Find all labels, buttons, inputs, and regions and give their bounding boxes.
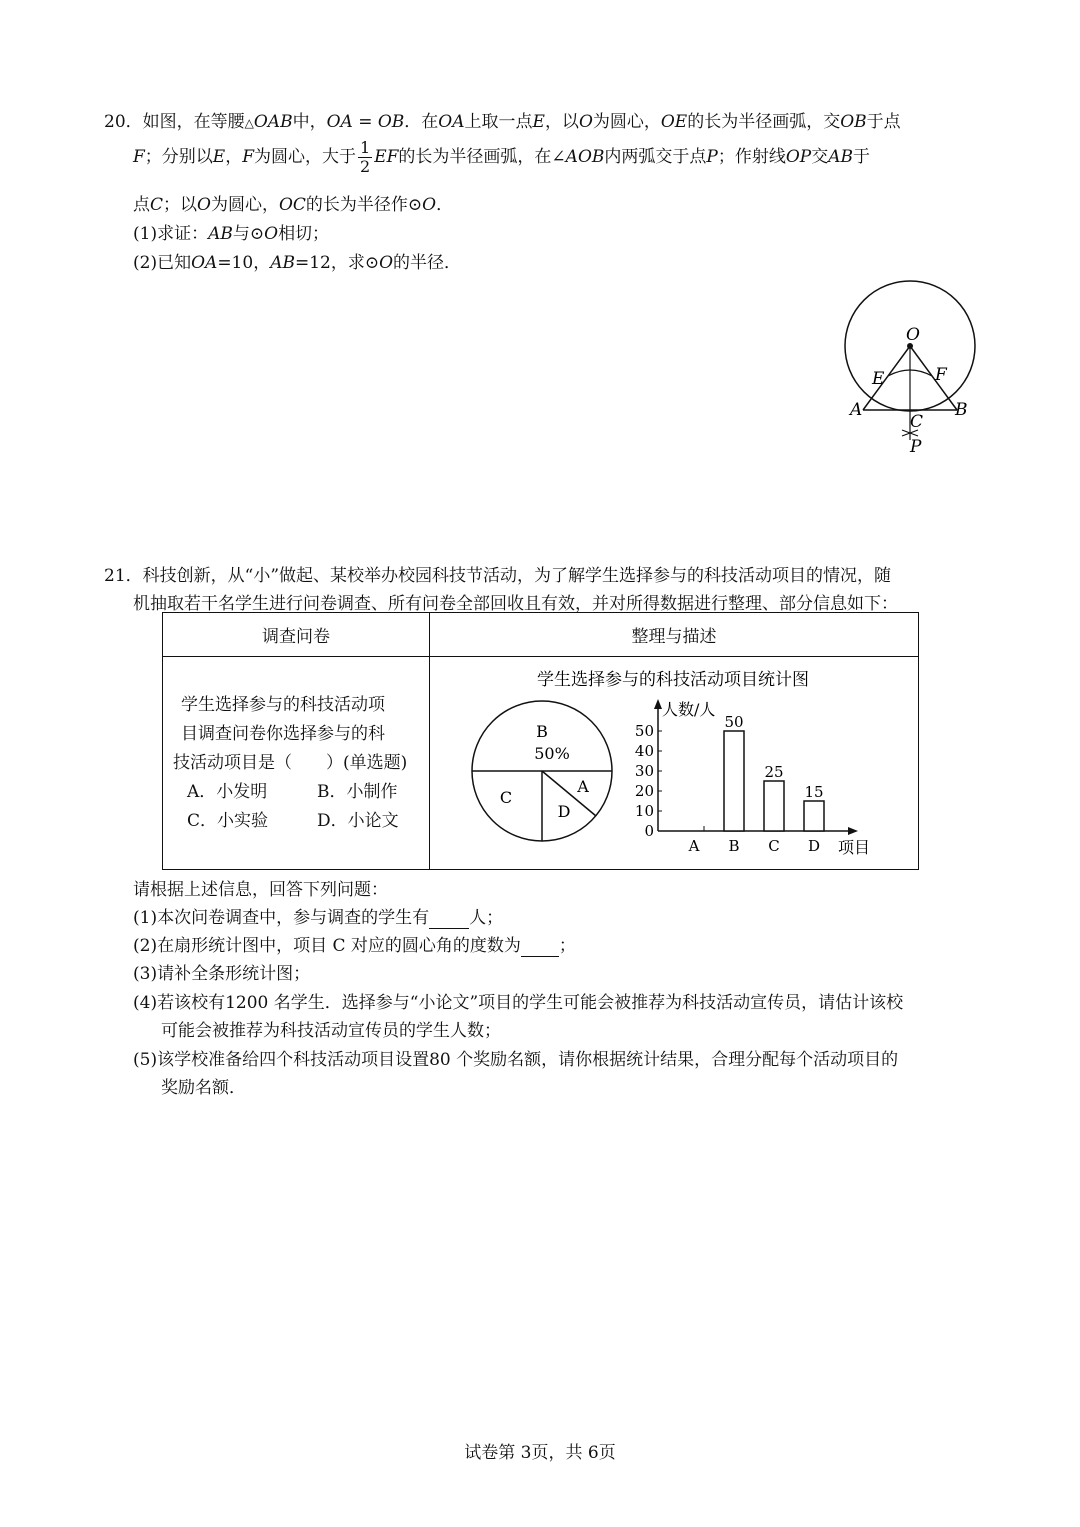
label-e: E bbox=[872, 369, 885, 389]
q21-item1 bbox=[133, 903, 503, 929]
survey-line: 学生选择参与的科技活动项 bbox=[181, 694, 385, 715]
text: 可能会被推荐为科技活动宣传员的学生人数； bbox=[161, 1021, 501, 1041]
text: (2)在扇形统计图中，项目 C 对应的圆心角的度数为 bbox=[133, 936, 521, 956]
math: OA bbox=[438, 112, 465, 132]
segment-oa bbox=[863, 346, 910, 410]
pie-chart bbox=[472, 701, 612, 841]
q20-line1 bbox=[104, 107, 901, 132]
text: 的长为半径画弧，交 bbox=[687, 112, 841, 132]
text: 内两弧交于点 bbox=[604, 147, 707, 167]
math: O bbox=[422, 195, 437, 215]
math: F bbox=[133, 147, 145, 167]
math: C bbox=[150, 195, 164, 215]
q20-part1 bbox=[133, 219, 329, 244]
text: 人； bbox=[469, 908, 504, 928]
q20-number: 20． bbox=[104, 112, 143, 132]
answer-blank[interactable] bbox=[429, 908, 469, 929]
fraction-half bbox=[358, 139, 372, 176]
text: ，以 bbox=[544, 112, 579, 132]
survey-table bbox=[162, 612, 919, 870]
text: 于点 bbox=[866, 112, 901, 132]
math: EF bbox=[374, 147, 399, 167]
answer-blank[interactable] bbox=[521, 936, 559, 957]
y-tick-label: 40 bbox=[634, 742, 654, 760]
geometry-figure bbox=[830, 280, 990, 460]
questionnaire bbox=[173, 691, 429, 836]
text: ；作射线 bbox=[717, 147, 786, 167]
label-b: B bbox=[955, 400, 968, 420]
pie-label-d: D bbox=[557, 802, 571, 821]
q21-item5 bbox=[133, 1045, 898, 1070]
x-tick-label: B bbox=[728, 837, 740, 855]
text: 的长为半径作⊙ bbox=[305, 195, 423, 215]
text: 奖励名额． bbox=[161, 1078, 246, 1098]
option-c: C．小实验 bbox=[187, 810, 269, 831]
chart-title: 学生选择参与的科技活动项目统计图 bbox=[537, 670, 809, 690]
math: OP bbox=[785, 147, 812, 167]
text: 相切； bbox=[278, 224, 330, 244]
y-axis-label: 人数/人 bbox=[662, 700, 716, 719]
math: E bbox=[532, 112, 545, 132]
text: 的长为半径画弧，在 bbox=[398, 147, 552, 167]
text: ， bbox=[225, 147, 243, 167]
options-row-2 bbox=[181, 807, 429, 836]
text: 与⊙ bbox=[232, 224, 265, 244]
option-b: B．小制作 bbox=[317, 781, 398, 802]
fraction-numerator: 1 bbox=[360, 138, 371, 157]
q21-item4 bbox=[133, 988, 903, 1013]
x-axis-label: 项目 bbox=[838, 838, 871, 857]
text: 为圆心， bbox=[210, 195, 279, 215]
label-c: C bbox=[910, 412, 924, 432]
q21-intro2 bbox=[133, 589, 898, 614]
math: OA bbox=[191, 253, 218, 273]
text: 为圆心，大于 bbox=[254, 147, 357, 167]
description-cell bbox=[430, 657, 919, 870]
bar-value-label: 50 bbox=[724, 713, 744, 731]
text: 如图，在等腰 bbox=[142, 112, 245, 132]
math: O bbox=[264, 224, 279, 244]
label-p: P bbox=[910, 437, 922, 457]
y-tick-label: 50 bbox=[634, 722, 654, 740]
text: (1)本次问卷调查中，参与调查的学生有 bbox=[133, 908, 430, 928]
text: 上取一点 bbox=[464, 112, 533, 132]
survey-line: 技活动项目是（ ）(单选题) bbox=[173, 752, 408, 773]
text: (1)求证： bbox=[133, 224, 209, 244]
math: P bbox=[706, 147, 718, 167]
q20-part2 bbox=[133, 248, 461, 273]
text: 为圆心， bbox=[592, 112, 661, 132]
q21-item3 bbox=[133, 959, 310, 984]
x-tick-label: D bbox=[807, 837, 821, 855]
bars bbox=[688, 713, 824, 855]
math: AB bbox=[270, 253, 295, 273]
chart-area bbox=[430, 657, 916, 869]
survey-questionnaire-cell bbox=[163, 657, 430, 870]
pie-label-b-percent: 50% bbox=[534, 744, 570, 763]
text: =10， bbox=[217, 253, 271, 273]
fraction-denominator: 2 bbox=[360, 157, 371, 176]
table-header-survey: 调查问卷 bbox=[163, 613, 430, 657]
math: OB bbox=[840, 112, 867, 132]
math: O bbox=[197, 195, 211, 215]
q21-item5-cont bbox=[161, 1073, 246, 1098]
pie-label-c: C bbox=[499, 788, 513, 807]
math: OAB bbox=[253, 112, 293, 132]
label-o: O bbox=[906, 325, 920, 345]
q21-item2 bbox=[133, 931, 576, 957]
bar-D bbox=[804, 801, 824, 831]
text: 点 bbox=[133, 195, 150, 215]
text: ． bbox=[436, 195, 454, 215]
text: (4)若该校有1200 名学生．选择参与“小论文”项目的学生可能会被推荐为科技活动宣传员，请估计该校 bbox=[133, 993, 904, 1013]
text: 于 bbox=[853, 147, 870, 167]
y-tick-label: 0 bbox=[644, 822, 654, 840]
page-footer: 试卷第 3页，共 6页 bbox=[464, 1443, 616, 1463]
q20-line3 bbox=[133, 190, 453, 215]
label-a: A bbox=[850, 400, 863, 420]
survey-line: 目调查问卷你选择参与的科 bbox=[181, 723, 385, 744]
text: ； bbox=[558, 936, 576, 956]
table-header-description: 整理与描述 bbox=[430, 613, 919, 657]
pie-label-b: B bbox=[536, 722, 548, 741]
text: ．在 bbox=[404, 112, 439, 132]
text: 的半径． bbox=[393, 253, 462, 273]
bar-value-label: 15 bbox=[804, 783, 824, 801]
text: ；以 bbox=[163, 195, 198, 215]
math: ∠AOB bbox=[551, 147, 605, 167]
bar-chart bbox=[635, 699, 870, 857]
y-tick-label: 10 bbox=[634, 802, 654, 820]
text: 科技创新，从“小”做起、某校举办校园科技节活动，为了解学生选择参与的科技活动项目的情况，随 bbox=[142, 566, 892, 586]
math: E bbox=[212, 147, 226, 167]
bar-value-label: 25 bbox=[764, 763, 784, 781]
x-tick-label: C bbox=[768, 837, 780, 855]
math: O bbox=[578, 112, 593, 132]
triangle-symbol: △ bbox=[244, 116, 254, 130]
options-row-1 bbox=[181, 778, 429, 807]
q21-item4-cont bbox=[161, 1016, 501, 1041]
math: F bbox=[242, 147, 255, 167]
text: ；分别以 bbox=[144, 147, 213, 167]
math: AB bbox=[828, 147, 853, 167]
option-d: D．小论文 bbox=[317, 810, 399, 831]
text: 中， bbox=[292, 112, 327, 132]
option-a: A．小发明 bbox=[187, 781, 268, 802]
q21-ask bbox=[133, 875, 388, 900]
math: O bbox=[379, 253, 394, 273]
q21-number: 21． bbox=[104, 566, 143, 586]
text: =12，求⊙ bbox=[294, 253, 380, 273]
y-tick-label: 20 bbox=[634, 782, 654, 800]
q20-line2 bbox=[133, 137, 870, 177]
text: (5)该学校准备给四个科技活动项目设置80 个奖励名额，请你根据统计结果，合理分配每个活动项目的 bbox=[133, 1050, 899, 1070]
bar-B bbox=[724, 731, 744, 831]
pie-label-a: A bbox=[577, 777, 589, 796]
segment-ob bbox=[910, 346, 957, 410]
text: (3)请补全条形统计图； bbox=[133, 964, 311, 984]
label-f: F bbox=[935, 365, 947, 385]
x-axis-arrow bbox=[848, 827, 858, 835]
y-tick-label: 30 bbox=[634, 762, 654, 780]
text: (2)已知 bbox=[133, 253, 192, 273]
text: 机抽取若干名学生进行问卷调查、所有问卷全部回收且有效，并对所得数据进行整理、部分信息如下： bbox=[133, 594, 898, 614]
bar-C bbox=[764, 781, 784, 831]
x-tick-label: A bbox=[688, 837, 700, 855]
q21-intro1 bbox=[104, 561, 891, 586]
math: OE bbox=[660, 112, 688, 132]
text: 请根据上述信息，回答下列问题： bbox=[133, 880, 388, 900]
text: 交 bbox=[811, 147, 829, 167]
math: OC bbox=[278, 195, 306, 215]
math: AB bbox=[208, 224, 233, 244]
math: OA = OB bbox=[326, 112, 405, 132]
y-axis-arrow bbox=[654, 699, 662, 709]
